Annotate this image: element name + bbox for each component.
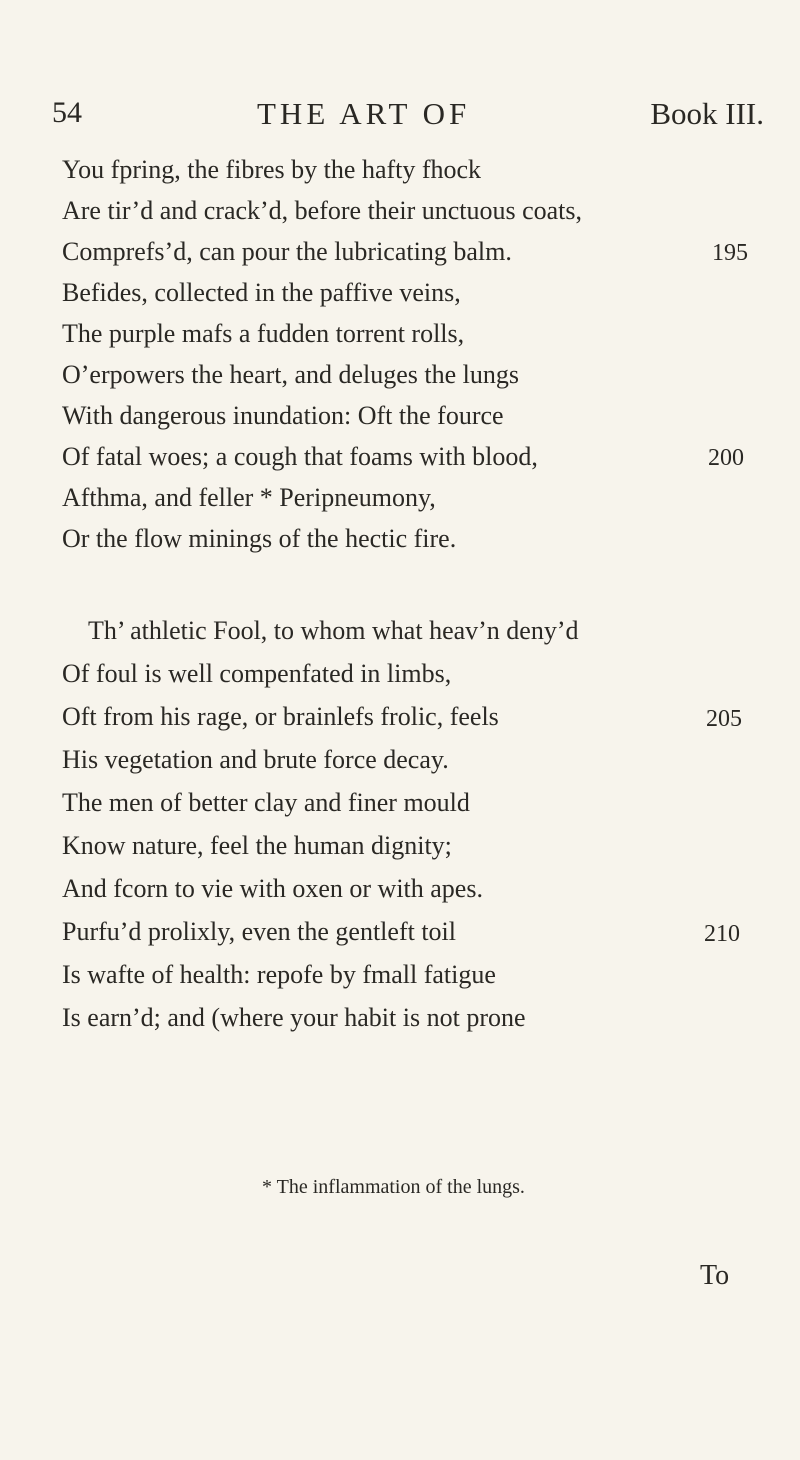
line-number: 195 [712, 240, 748, 266]
line-number: 210 [704, 921, 740, 947]
catchword: To [700, 1260, 730, 1291]
verse-line: Or the flow minings of the hectic fire. [62, 524, 457, 553]
line-number: 205 [706, 706, 742, 732]
verse-line: You fpring, the fibres by the hafty fhock [62, 155, 482, 184]
verse-line: With dangerous inundation: Oft the fource [62, 401, 504, 430]
verse-line: Purfu’d prolixly, even the gentleft toil [62, 917, 456, 946]
running-header [52, 96, 764, 140]
verse-line: Of foul is well compenfated in limbs, [62, 659, 452, 688]
line-number: 200 [708, 445, 744, 471]
verse-line: Oft from his rage, or brainlefs frolic, feels [62, 702, 499, 731]
verse-line: His vegetation and brute force decay. [62, 745, 449, 774]
verse-line: Afthma, and feller * Peripneumony, [62, 483, 436, 512]
verse-line: Of fatal woes; a cough that foams with blood, [62, 442, 538, 471]
footnote: * The inflammation of the lungs. [262, 1176, 525, 1198]
verse-line: Are tir’d and crack’d, before their unctuous coats, [62, 196, 583, 225]
verse-line: Befides, collected in the paffive veins, [62, 278, 461, 307]
verse-line: Is earn’d; and (where your habit is not prone [62, 1003, 526, 1032]
page-number: 54 [52, 96, 82, 129]
verse-line: Th’ athletic Fool, to whom what heav’n deny’d [88, 616, 579, 645]
book-label: Book III. [650, 96, 764, 131]
verse-line: O’erpowers the heart, and deluges the lungs [62, 360, 520, 389]
verse-line: The purple mafs a fudden torrent rolls, [62, 319, 465, 348]
verse-line: Is wafte of health: repofe by fmall fatigue [62, 960, 496, 989]
running-title: THE ART OF [257, 96, 471, 131]
verse-line: And fcorn to vie with oxen or with apes. [62, 874, 483, 903]
verse-line: The men of better clay and finer mould [62, 788, 470, 817]
verse-line: Know nature, feel the human dignity; [62, 831, 452, 860]
verse-line: Comprefs’d, can pour the lubricating balm. [62, 237, 512, 266]
